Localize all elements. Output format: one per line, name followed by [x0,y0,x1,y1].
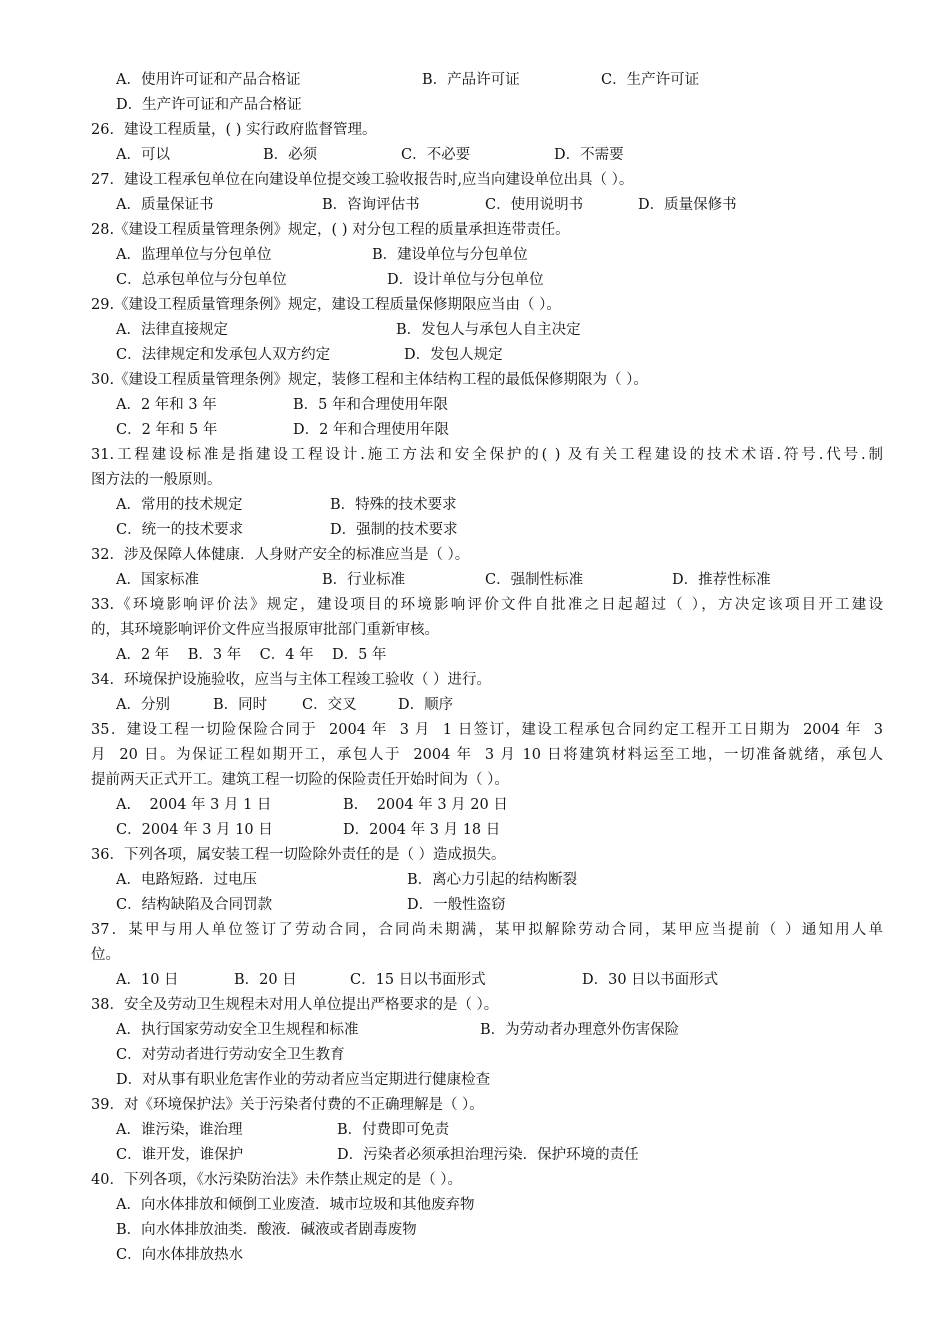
option-d: D．2 年和合理使用年限 [293,422,449,438]
question-stem-cont: 图方法的一般原则。 [91,472,222,488]
option-a: A．国家标准 [116,572,199,588]
option-d: D．污染者必须承担治理污染．保护环境的责任 [337,1147,639,1163]
option-c: C．向水体排放热水 [116,1247,244,1263]
option-b: B．产品许可证 [422,72,520,88]
question-stem: 39．对《环境保护法》关于污染者付费的不正确理解是（ ）。 [91,1097,484,1113]
option-c: C．强制性标准 [485,572,584,588]
question-stem: 37．某甲与用人单位签订了劳动合同，合同尚未期满，某甲拟解除劳动合同，某甲应当提前（ ）通知用人单 [91,922,883,938]
option-d: D．发包人规定 [404,347,503,363]
question-stem: 30.《建设工程质量管理条例》规定，装修工程和主体结构工程的最低保修期限为（ ）。 [91,372,648,388]
option-a: A．分别 [116,697,170,713]
question-stem: 40．下列各项，《水污染防治法》未作禁止规定的是（ ）。 [91,1172,463,1188]
option-b: B．5 年和合理使用年限 [293,397,448,413]
option-b: B．行业标准 [322,572,406,588]
option-a: A．法律直接规定 [116,322,228,338]
option-d: D．对从事有职业危害作业的劳动者应当定期进行健康检查 [116,1072,491,1088]
option-b: B．建设单位与分包单位 [372,247,528,263]
option-c: C．15 日以书面形式 [350,972,486,988]
option-c: C．使用说明书 [485,197,584,213]
option-b: B．同时 [213,697,268,713]
option-c: C．2004 年 3 月 10 日 [116,822,273,838]
option-d: D．2004 年 3 月 18 日 [343,822,501,838]
question-stem: 32．涉及保障人体健康．人身财产安全的标准应当是（ ）。 [91,547,470,563]
question-stem-cont: 位。 [91,947,120,963]
option-b: B．发包人与承包人自主决定 [396,322,581,338]
option-a: A. 2004 年 3 月 1 日 [116,797,272,813]
option-a: A．电路短路．过电压 [116,872,257,888]
option-b: B．为劳动者办理意外伤害保险 [480,1022,680,1038]
option-a: A．质量保证书 [116,197,214,213]
option-d: D．顺序 [398,697,454,713]
option-d: D．强制的技术要求 [330,522,458,538]
question-stem: 38．安全及劳动卫生规程未对用人单位提出严格要求的是（ ）。 [91,997,499,1013]
question-stem: 31.工程建设标准是指建设工程设计.施工方法和安全保护的( ) 及有关工程建设的技术术语.符号.代号.制 [91,447,883,463]
option-a: A．监理单位与分包单位 [116,247,272,263]
question-stem: 34．环境保护设施验收，应当与主体工程竣工验收（ ）进行。 [91,672,492,688]
option-c: C．总承包单位与分包单位 [116,272,287,288]
option-a: A．2 年和 3 年 [116,397,217,413]
option-c: C．结构缺陷及合同罚款 [116,897,273,913]
question-stem: 29.《建设工程质量管理条例》规定，建设工程质量保修期限应当由（ ）。 [91,297,561,313]
option-b: B．咨询评估书 [322,197,420,213]
option-d: D．不需要 [554,147,624,163]
option-c: C．2 年和 5 年 [116,422,218,438]
question-stem-cont: 月 20 日。为保证工程如期开工，承包人于 2004 年 3 月 10 日将建筑材料运至工地，一切准备就绪，承包人 [91,747,883,763]
question-stem: 36．下列各项，属安装工程一切险除外责任的是（ ）造成损失。 [91,847,506,863]
question-stem-cont: 提前两天正式开工。建筑工程一切险的保险责任开始时间为（ ）。 [91,772,509,788]
option-c: C．交叉 [302,697,357,713]
option-a: A．常用的技术规定 [116,497,243,513]
option-b: B．必须 [263,147,318,163]
question-stem: 33.《环境影响评价法》规定，建设项目的环境影响评价文件自批准之日起超过（ ），方决定该项目开工建设 [91,597,883,613]
option-d: D．生产许可证和产品合格证 [116,97,302,113]
option-c: C．不必要 [401,147,471,163]
option-b: B．付费即可免责 [337,1122,450,1138]
question-stem: 27．建设工程承包单位在向建设单位提交竣工验收报告时,应当向建设单位出具（ ）。 [91,172,634,188]
option-a: A．执行国家劳动安全卫生规程和标准 [116,1022,359,1038]
question-stem: 28.《建设工程质量管理条例》规定，( ) 对分包工程的质量承担连带责任。 [91,222,570,238]
option-a: A．可以 [116,147,170,163]
option-b: B. 2004 年 3 月 20 日 [343,797,508,813]
option-c: C．法律规定和发承包人双方约定 [116,347,331,363]
option-b: B．特殊的技术要求 [330,497,457,513]
option-a: A．10 日 [116,972,179,988]
option-d: D．质量保修书 [638,197,737,213]
option-c: C．谁开发，谁保护 [116,1147,244,1163]
option-d: D．一般性盗窃 [407,897,506,913]
question-stem: 35．建设工程一切险保险合同于 2004 年 3 月 1 日签订，建设工程承包合同约定工程开工日期为 2004 年 3 [91,722,883,738]
option-d: D．设计单位与分包单位 [387,272,544,288]
question-stem-cont: 的，其环境影响评价文件应当报原审批部门重新审核。 [91,622,439,638]
option-c: C．生产许可证 [601,72,700,88]
option-b: B．向水体排放油类．酸液．碱液或者剧毒废物 [116,1222,417,1238]
option-c: C．统一的技术要求 [116,522,244,538]
option-d: D．推荐性标准 [672,572,771,588]
option-b: B．20 日 [234,972,297,988]
option-c: C．对劳动者进行劳动安全卫生教育 [116,1047,345,1063]
option-d: D．30 日以书面形式 [582,972,719,988]
option-a: A．谁污染，谁治理 [116,1122,243,1138]
option-a: A．向水体排放和倾倒工业废渣．城市垃圾和其他废弃物 [116,1197,475,1213]
options-inline: A．2 年 B．3 年 C．4 年 D．5 年 [116,647,387,663]
question-stem: 26．建设工程质量，( ) 实行政府监督管理。 [91,122,377,138]
option-a: A．使用许可证和产品合格证 [116,72,301,88]
option-b: B．离心力引起的结构断裂 [407,872,578,888]
